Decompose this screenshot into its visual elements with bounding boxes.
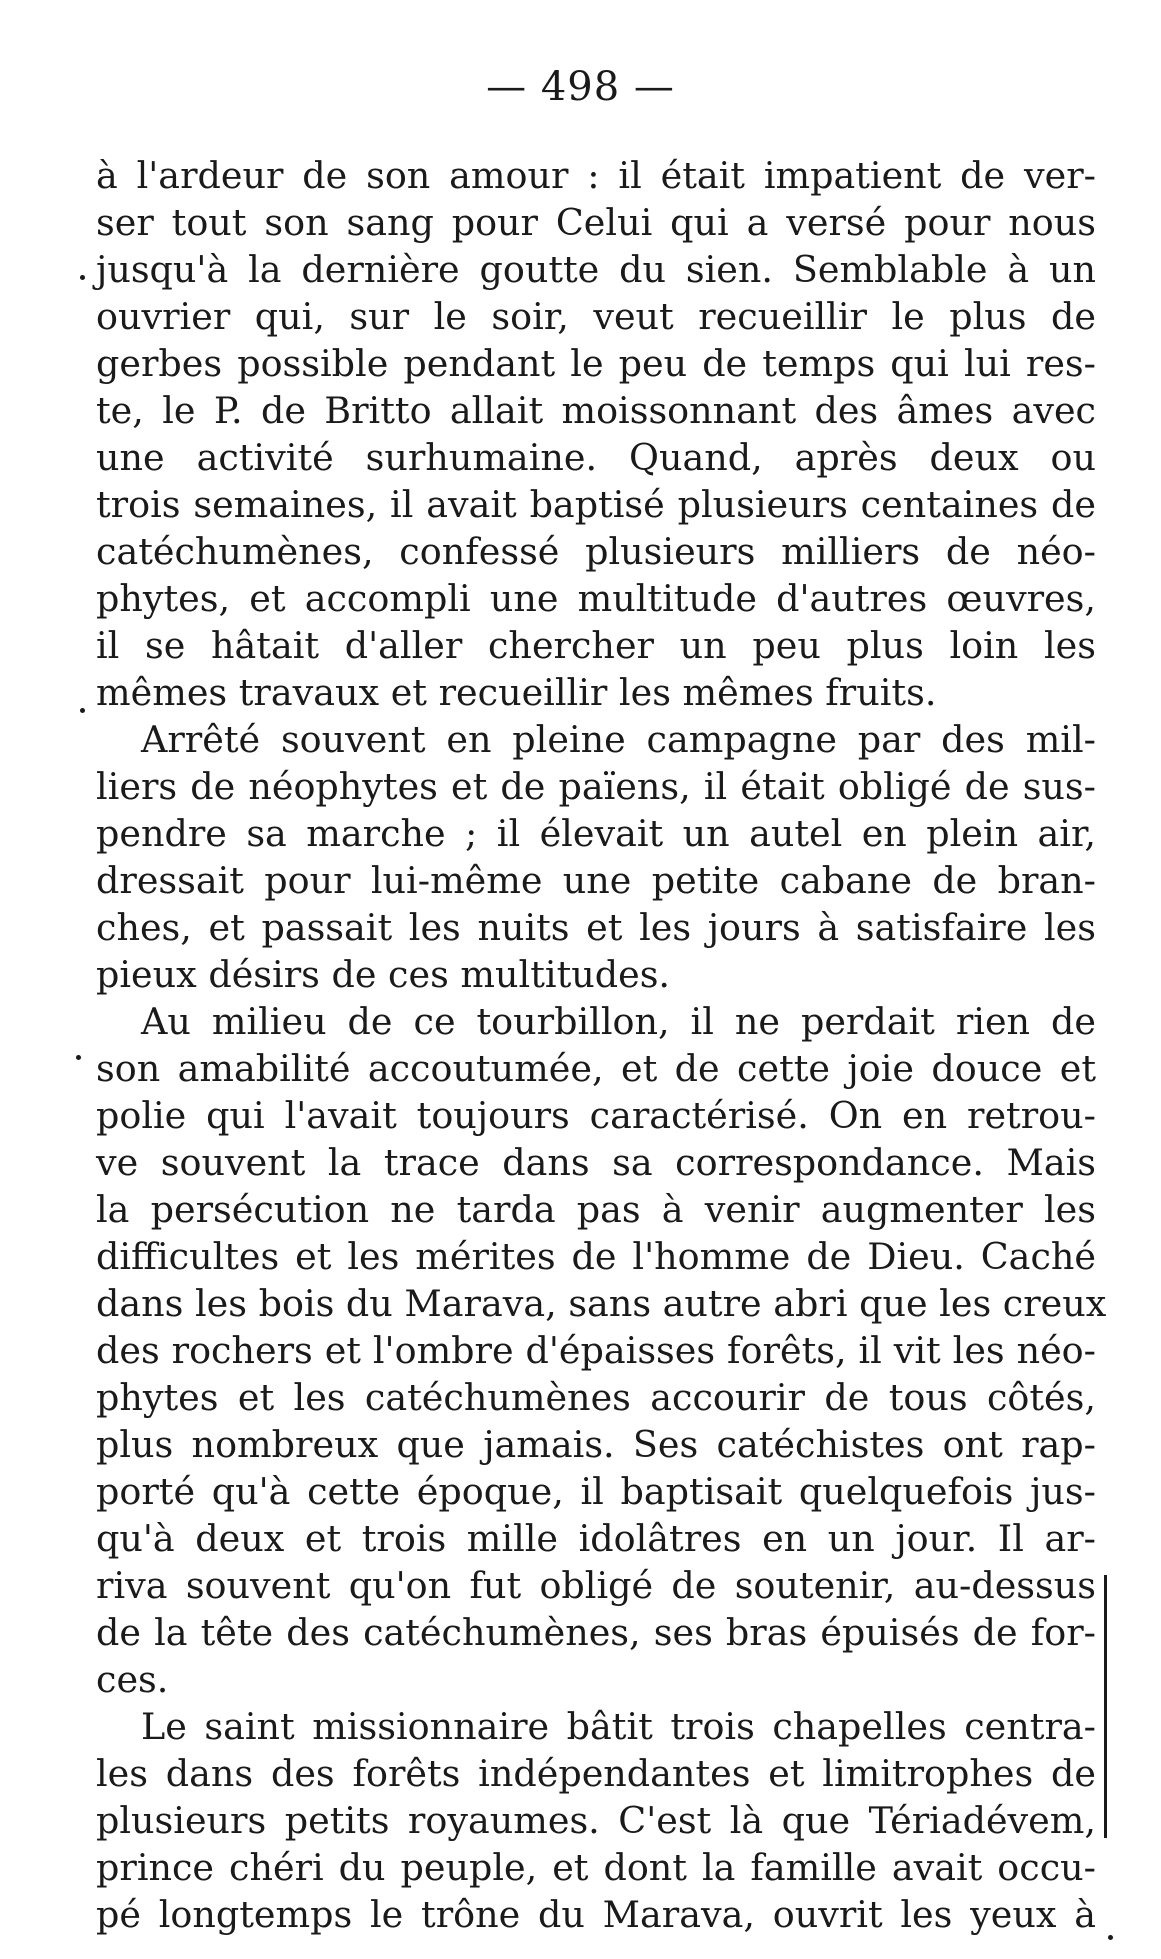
text-line: trois semaines, il avait baptisé plusieurs centaines de <box>96 483 1096 526</box>
text-line: ches, et passait les nuits et les jours à satisfaire les <box>96 906 1096 949</box>
text-line: Au milieu de ce tourbillon, il ne perdait rien de <box>141 1000 1096 1043</box>
text-line: difficultes et les mérites de l'homme de Dieu. Caché <box>96 1235 1096 1278</box>
text-line: phytes, et accompli une multitude d'autres œuvres, <box>96 577 1096 620</box>
text-line: son amabilité accoutumée, et de cette joie douce et <box>96 1047 1096 1090</box>
ink-speck <box>76 1055 81 1060</box>
paragraph <box>96 152 1096 716</box>
ink-speck <box>1108 1935 1113 1940</box>
paragraph <box>96 716 1096 998</box>
text-line: gerbes possible pendant le peu de temps qui lui res- <box>96 342 1096 385</box>
page-number: — 498 — <box>486 64 675 110</box>
text-line: une activité surhumaine. Quand, après deux ou <box>96 436 1096 479</box>
text-line: plusieurs petits royaumes. C'est là que Tériadévem, <box>96 1799 1096 1842</box>
text-line: il se hâtait d'aller chercher un peu plus loin les <box>96 624 1096 667</box>
text-line: de la tête des catéchumènes, ses bras épuisés de for- <box>96 1611 1096 1654</box>
text-line: dans les bois du Marava, sans autre abri que les creux <box>96 1282 1107 1325</box>
ink-speck <box>80 275 85 280</box>
text-line: à l'ardeur de son amour : il était impatient de ver- <box>96 154 1096 197</box>
text-line: phytes et les catéchumènes accourir de tous côtés, <box>96 1376 1096 1419</box>
text-line: Arrêté souvent en pleine campagne par des mil- <box>141 718 1096 761</box>
text-line: pendre sa marche ; il élevait un autel en plein air, <box>96 812 1096 855</box>
text-line: jusqu'à la dernière goutte du sien. Semblable à un <box>96 248 1096 291</box>
text-line: qu'à deux et trois mille idolâtres en un jour. Il ar- <box>96 1517 1096 1560</box>
body-text <box>96 152 1107 1938</box>
text-line: pé longtemps le trône du Marava, ouvrit les yeux à <box>96 1893 1096 1936</box>
text-line: ces. <box>96 1658 169 1701</box>
text-line: polie qui l'avait toujours caractérisé. On en retrou- <box>96 1094 1096 1137</box>
text-line: ouvrier qui, sur le soir, veut recueillir le plus de <box>96 295 1096 338</box>
text-line: catéchumènes, confessé plusieurs milliers de néo- <box>96 530 1096 573</box>
text-line: la persécution ne tarda pas à venir augmenter les <box>96 1188 1096 1231</box>
text-line: les dans des forêts indépendantes et limitrophes de <box>96 1752 1096 1795</box>
text-line: mêmes travaux et recueillir les mêmes fruits. <box>96 671 937 714</box>
text-line: plus nombreux que jamais. Ses catéchistes ont rap- <box>96 1423 1096 1466</box>
paragraph <box>96 1703 1096 1938</box>
paragraph <box>96 998 1107 1703</box>
text-line: pieux désirs de ces multitudes. <box>96 953 671 996</box>
text-line: liers de néophytes et de païens, il était obligé de sus- <box>96 765 1096 808</box>
text-line: ve souvent la trace dans sa correspondance. Mais <box>96 1141 1096 1184</box>
text-line: porté qu'à cette époque, il baptisait quelquefois jus- <box>96 1470 1096 1513</box>
text-line: dressait pour lui-même une petite cabane de bran- <box>96 859 1096 902</box>
text-line: des rochers et l'ombre d'épaisses forêts, il vit les néo- <box>96 1329 1096 1372</box>
ink-speck <box>80 708 85 713</box>
text-line: Le saint missionnaire bâtit trois chapelles centra- <box>141 1705 1096 1748</box>
text-line: te, le P. de Britto allait moissonnant des âmes avec <box>96 389 1096 432</box>
text-line: riva souvent qu'on fut obligé de soutenir, au-dessus <box>96 1564 1096 1607</box>
text-line: ser tout son sang pour Celui qui a versé pour nous <box>96 201 1096 244</box>
margin-rule <box>1104 1575 1107 1838</box>
text-line: prince chéri du peuple, et dont la famille avait occu- <box>96 1846 1096 1889</box>
